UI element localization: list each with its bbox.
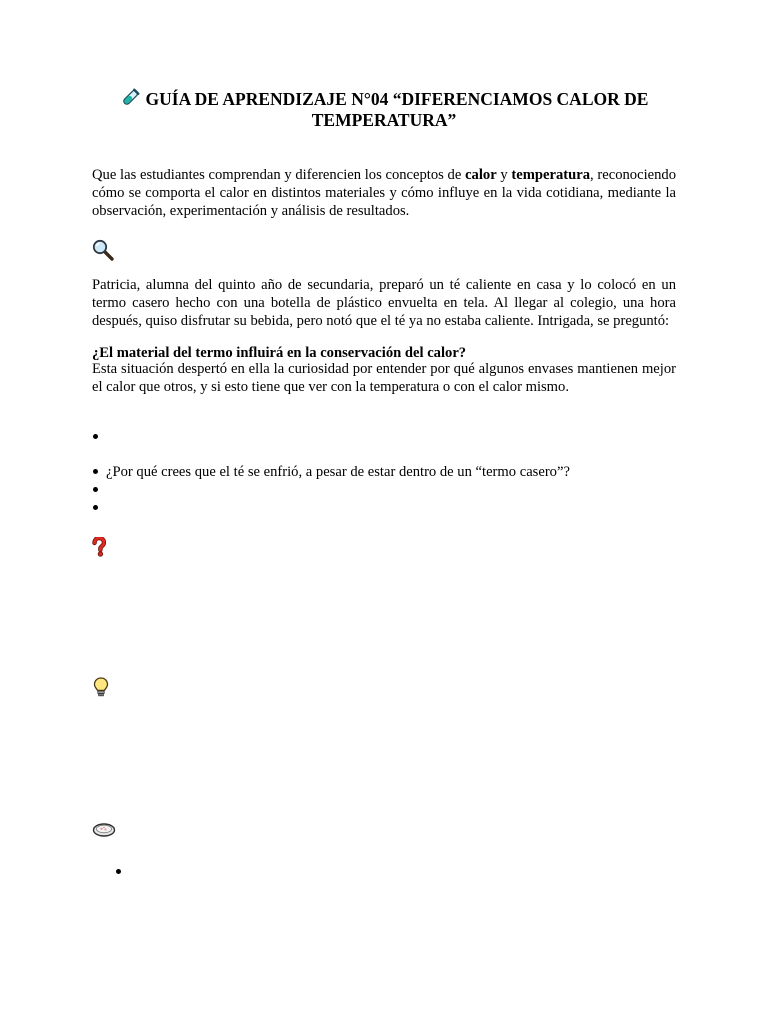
- magnifying-glass-icon: [92, 239, 114, 261]
- list-bullet: [93, 487, 98, 492]
- light-bulb-icon: [93, 677, 109, 698]
- list-bullet: [93, 434, 98, 439]
- objective-paragraph: [92, 166, 676, 220]
- objective-text-after: , reconociendo cómo se comporta el calor en distintos materiales y cómo influye en la vida cotidiana, mediante la observación, experimentación y análisis de resultados.: [92, 167, 677, 219]
- list-bullet: [93, 505, 98, 510]
- title-line-1: [92, 88, 676, 110]
- objective-connector: y: [496, 167, 512, 183]
- list-bullet: [93, 469, 98, 474]
- title-text-1: GUÍA DE APRENDIZAJE N°04 “DIFERENCIAMOS CALOR DE: [145, 89, 649, 109]
- petri-dish-icon: [92, 822, 116, 838]
- test-tube-icon: [120, 88, 140, 108]
- situation-question: ¿El material del termo influirá en la conservación del calor?: [92, 345, 467, 361]
- term-temperatura: temperatura: [511, 167, 591, 183]
- situation-paragraph: Patricia, alumna del quinto año de secundaria, preparó un té caliente en casa y lo colocó en un termo casero hecho con una botella de plástico envuelta en tela. Al llegar al colegio, una hora después, quiso disfrutar su bebida, pero notó que el té ya no estaba caliente. Intrigada, se preguntó:: [92, 277, 676, 329]
- title-line-2: TEMPERATURA”: [311, 110, 457, 130]
- situation-closing: Esta situación despertó en ella la curiosidad por entender por qué algunos envases mantienen mejor el calor que otros, y si esto tiene que ver con la temperatura o con el calor mismo.: [92, 361, 676, 395]
- term-calor: calor: [465, 167, 497, 183]
- list-item: ¿Por qué crees que el té se enfrió, a pesar de estar dentro de un “termo casero”?: [106, 464, 570, 480]
- list-bullet: [116, 869, 121, 874]
- question-mark-icon: [92, 537, 106, 557]
- objective-text-before: Que las estudiantes comprendan y diferencien los conceptos de: [92, 167, 466, 183]
- page-title: [92, 88, 676, 131]
